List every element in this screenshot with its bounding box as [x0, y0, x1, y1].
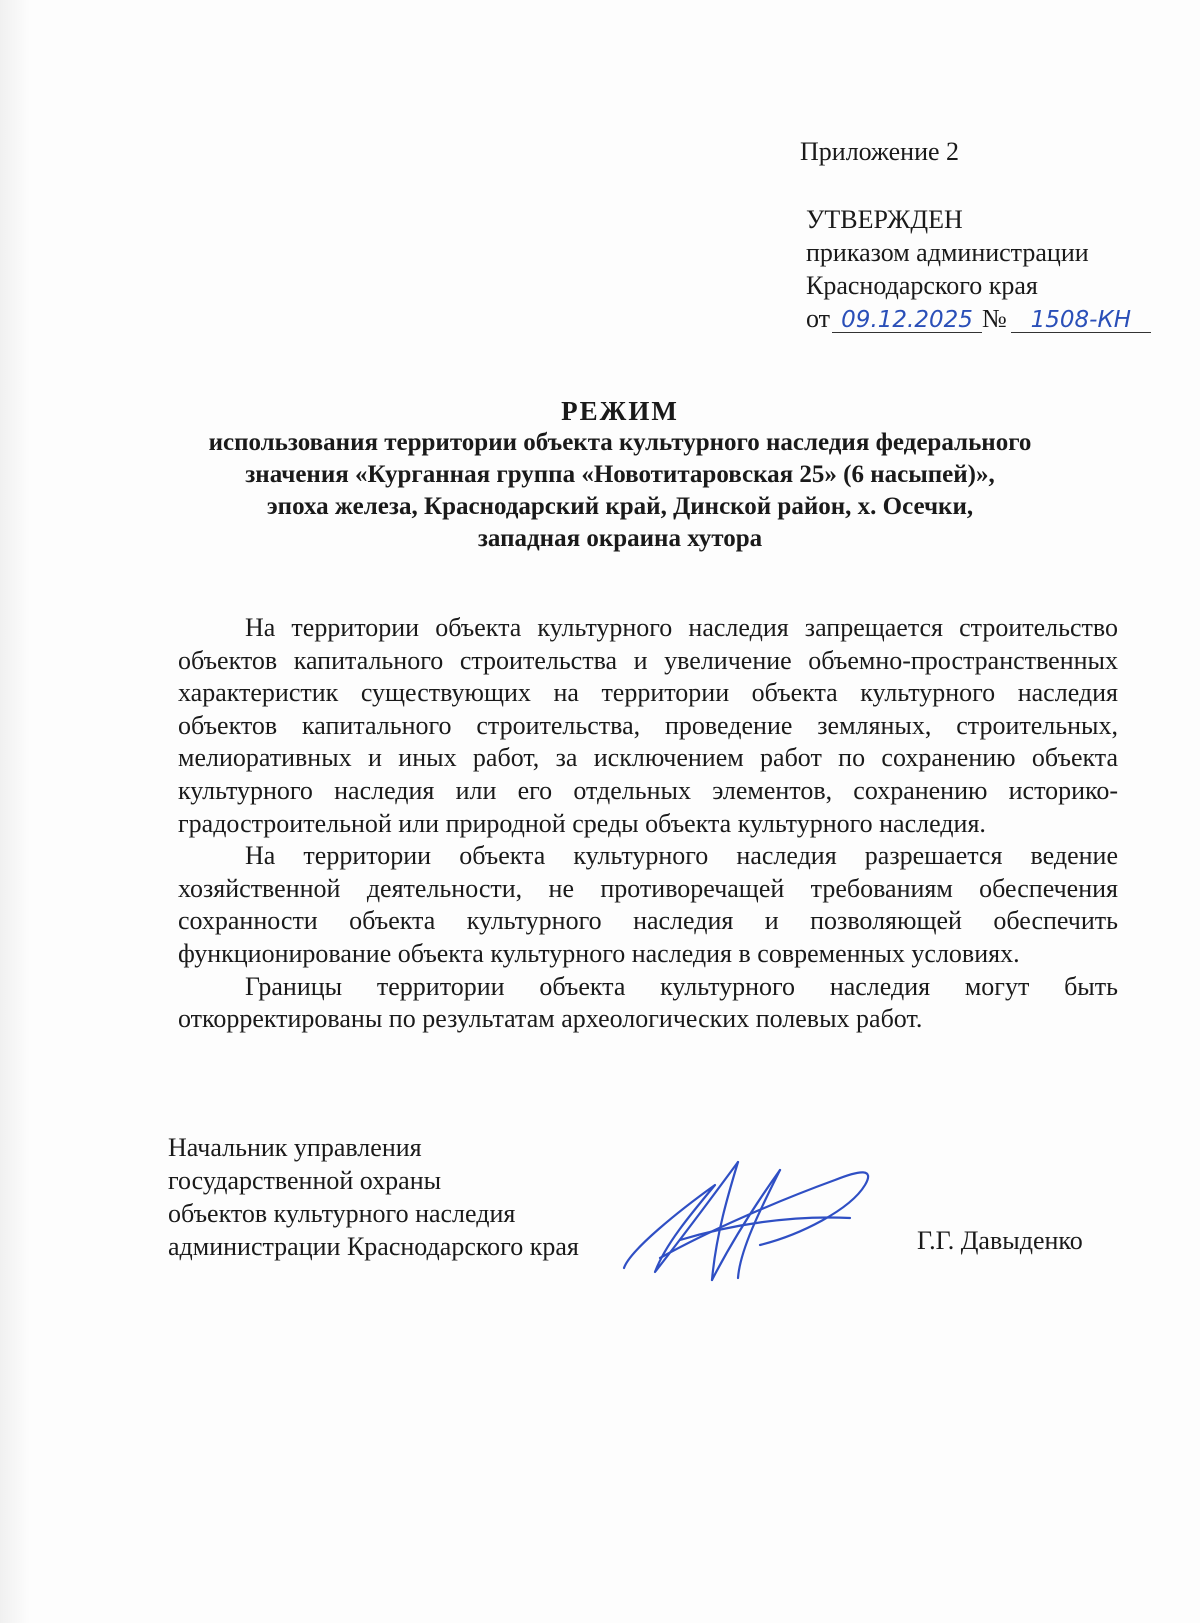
paragraph-prohibitions: На территории объекта культурного наследия запрещается строительство объектов капитального строительства и увеличение объемно-пространственных характеристик существующих на территории объекта культурного наследия объектов капитального строительства, проведение земляных, строительных, мелиоративных и иных работ, за исключением работ по сохранению объекта культурного наследия или его отдельных элементов, сохранению историко-градостроительной или природной среды объекта культурного наследия.: [178, 613, 1118, 838]
signatory-position: [168, 1131, 579, 1263]
number-prefix: №: [982, 304, 1007, 333]
signatory-name: Г.Г. Давыденко: [917, 1226, 1083, 1255]
handwritten-number: 1508-КН: [1011, 308, 1151, 333]
subtitle-line: использования территории объекта культурного наследия федерального: [208, 429, 1032, 456]
position-line: администрации Краснодарского края: [168, 1232, 579, 1261]
subtitle-line: эпоха железа, Краснодарский край, Динской район, х. Осечки,: [266, 493, 974, 520]
paragraph-boundaries: Границы территории объекта культурного наследия могут быть откорректированы по результатам археологических полевых работ.: [178, 971, 1118, 1034]
date-prefix: от: [806, 304, 831, 333]
document-heading: [120, 395, 1120, 555]
position-line: Начальник управления: [168, 1133, 422, 1162]
document-body: [178, 612, 1118, 1036]
subtitle-line: значения «Курганная группа «Новотитаровская 25» (6 насыпей)»,: [245, 461, 995, 488]
approval-status: УТВЕРЖДЕН: [806, 205, 963, 234]
handwritten-date: 09.12.2025: [832, 308, 982, 333]
approval-stamp: [806, 203, 1151, 335]
paragraph-permissions: На территории объекта культурного наследия разрешается ведение хозяйственной деятельности, не противоречащей требованиям обеспечения сохранности объекта культурного наследия и позволяющей обеспечить функционирование объекта культурного наследия в современных условиях.: [178, 841, 1118, 968]
document-title: РЕЖИМ: [561, 396, 679, 426]
handwritten-signature: [620, 1140, 880, 1290]
position-line: объектов культурного наследия: [168, 1199, 516, 1228]
approval-line-1: приказом администрации: [806, 238, 1089, 267]
scan-shadow: [0, 0, 30, 1623]
approval-line-2: Краснодарского края: [806, 271, 1038, 300]
annex-label: Приложение 2: [800, 137, 960, 166]
position-line: государственной охраны: [168, 1166, 442, 1195]
subtitle-line: западная окраина хутора: [477, 525, 763, 552]
approval-date-number: [806, 302, 1151, 335]
